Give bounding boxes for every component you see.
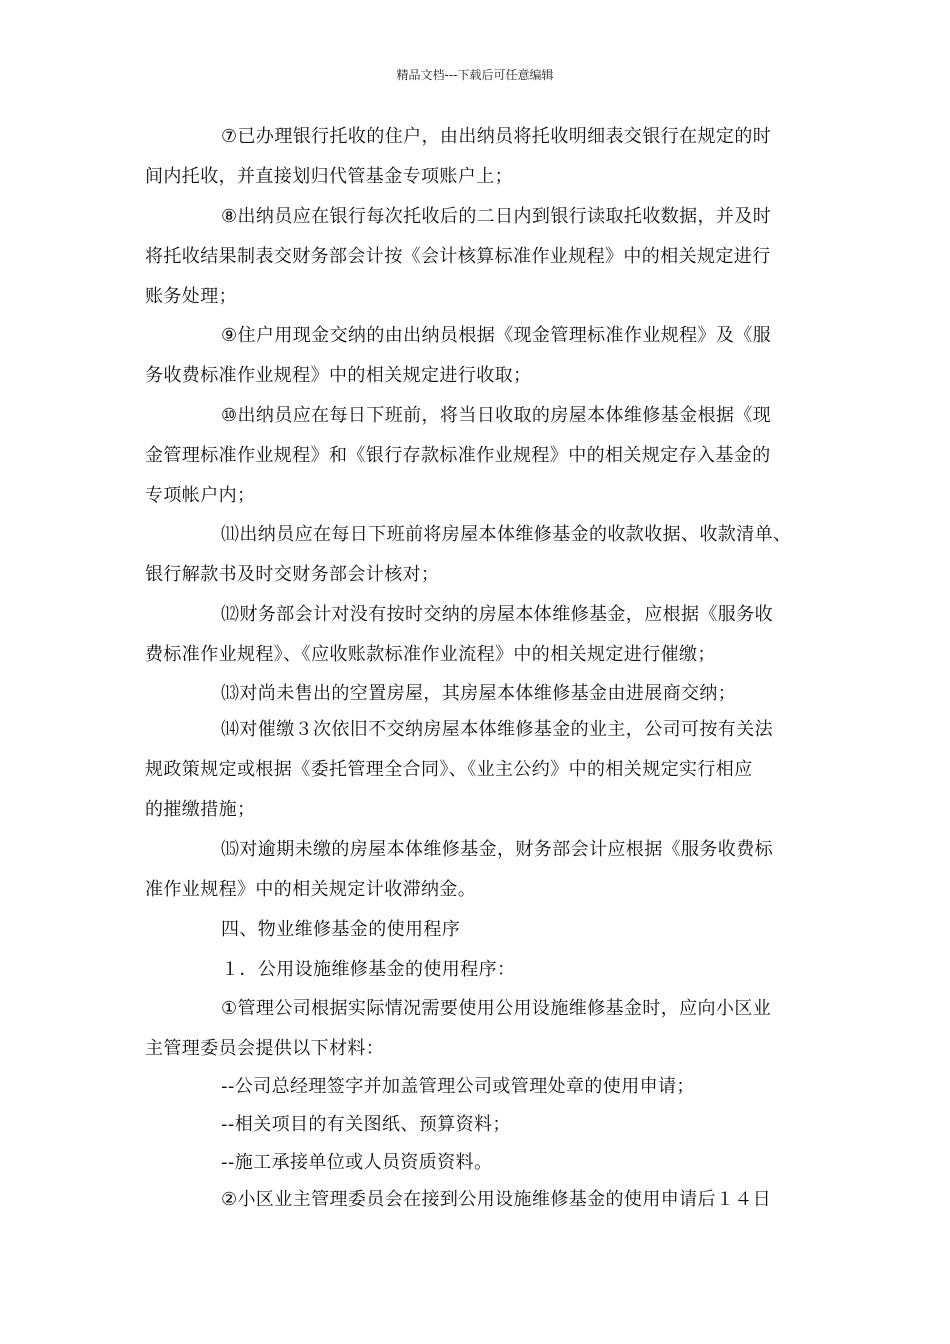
text-line: ⑦已办理银行托收的住户，由出纳员将托收明细表交银行在规定的时 [221, 126, 772, 147]
text-line: 间内托收，并直接划归代管基金专项账户上； [145, 166, 513, 187]
text-line: ⑨住户用现金交纳的由出纳员根据《现金管理标准作业规程》及《服 [221, 325, 772, 346]
text-line: ⑾出纳员应在每日下班前将房屋本体维修基金的收款收据、收款清单、 [221, 524, 792, 545]
section-heading: 四、物业维修基金的使用程序 [221, 919, 461, 940]
text-line: ②小区业主管理委员会在接到公用设施维修基金的使用申请后１４日 [221, 1189, 772, 1210]
text-line: ⒂对逾期未缴的房屋本体维修基金，财务部会计应根据《服务收费标 [221, 839, 773, 860]
text-line: ⒀对尚未售出的空置房屋，其房屋本体维修基金由进展商交纳； [221, 683, 737, 704]
text-line: ⑧出纳员应在银行每次托收后的二日内到银行读取托收数据，并及时 [221, 206, 772, 227]
list-item: --相关项目的有关图纸、预算资料； [221, 1114, 511, 1135]
text-line: 的摧缴措施； [145, 799, 256, 820]
text-line: 规政策规定或根据《委托管理全合同》、《业主公约》中的相关规定实行相应 [145, 759, 753, 780]
text-line: ⑿财务部会计对没有按时交纳的房屋本体维修基金，应根据《服务收 [221, 604, 773, 625]
text-line: 务收费标准作业规程》中的相关规定进行收取； [145, 365, 532, 386]
text-line: 专项帐户内； [145, 485, 256, 506]
text-line: 将托收结果制表交财务部会计按《会计核算标准作业规程》中的相关规定进行 [145, 246, 771, 267]
list-item: --公司总经理签字并加盖管理公司或管理处章的使用申请； [221, 1076, 695, 1097]
list-item: --施工承接单位或人员资质资料。 [221, 1152, 493, 1173]
text-line: 费标准作业规程》、《应收账款标准作业流程》中的相关规定进行催缴； [145, 644, 716, 665]
text-line: ①管理公司根据实际情况需要使用公用设施维修基金时，应向小区业 [221, 998, 772, 1019]
text-line: 金管理标准作业规程》和《银行存款标准作业规程》中的相关规定存入基金的 [145, 445, 771, 466]
subsection-heading: １．公用设施维修基金的使用程序： [221, 959, 516, 980]
text-line: ⒁对催缴３次依旧不交纳房屋本体维修基金的业主，公司可按有关法 [221, 719, 773, 740]
text-line: 银行解款书及时交财务部会计核对； [145, 564, 440, 585]
text-line: 主管理委员会提供以下材料： [145, 1038, 385, 1059]
text-line: 账务处理； [145, 286, 237, 307]
page-header: 精品文档---下载后可任意编辑 [396, 68, 554, 82]
text-line: ⑩出纳员应在每日下班前，将当日收取的房屋本体维修基金根据《现 [221, 405, 772, 426]
text-line: 准作业规程》中的相关规定计收滞纳金。 [145, 879, 477, 900]
